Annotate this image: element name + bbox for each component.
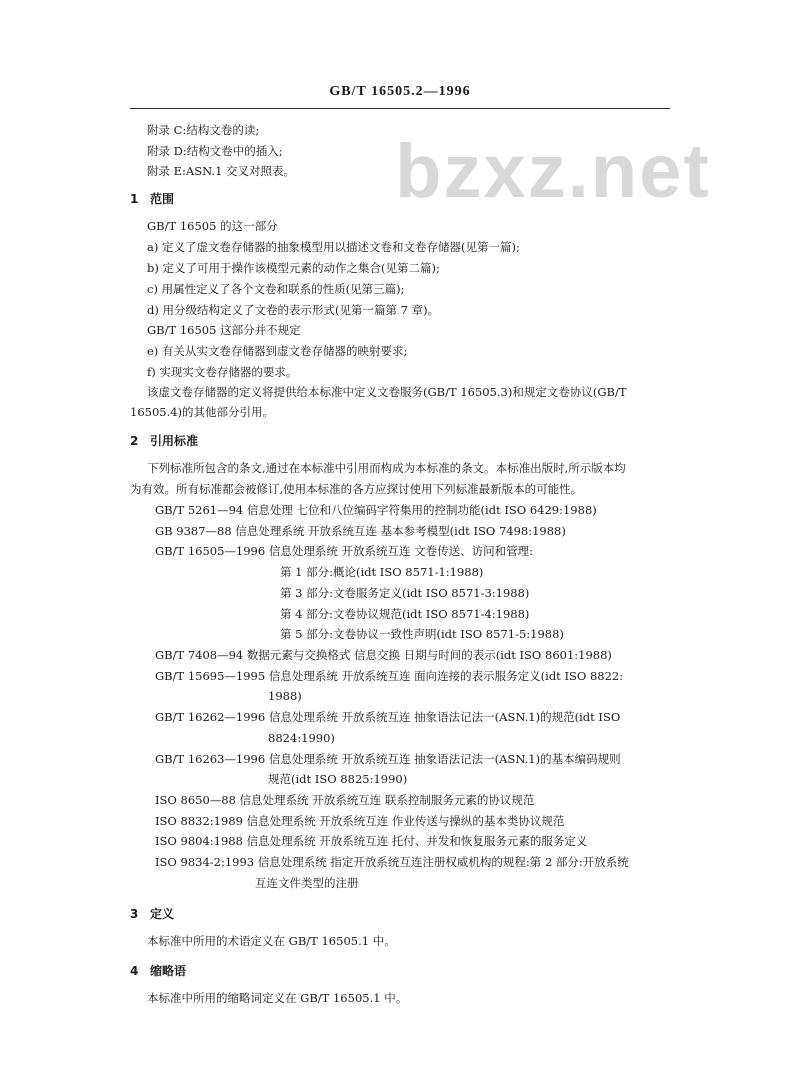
reference-subline: 第 1 部分:概论(idt ISO 8571-1:1988) [280,565,484,579]
reference-continuation: 规范(idt ISO 8825:1990) [268,772,408,786]
body-line: GB/T 16505 这部分并不规定 [147,323,301,337]
reference-line: GB 9387—88 信息处理系统 开放系统互连 基本参考模型(idt ISO 7498:1988) [155,524,566,538]
reference-subline: 第 3 部分:文卷服务定义(idt ISO 8571-3:1988) [280,586,530,600]
body-line: d) 用分级结构定义了文卷的表示形式(见第一篇第 7 章)。 [147,303,440,317]
section-heading [130,906,174,922]
appendix-line: 附录 D:结构文卷中的插入; [147,144,283,158]
reference-subline: 第 5 部分:文卷协议一致性声明(idt ISO 8571-5:1988) [280,627,564,641]
section-heading [130,963,186,979]
section-title: 定义 [150,907,175,921]
section-number: 1 [130,192,139,206]
section-number: 3 [130,907,139,921]
body-line: 本标准中所用的缩略词定义在 GB/T 16505.1 中。 [147,991,408,1005]
section-title: 引用标准 [150,434,199,448]
watermark: bzxz.net [395,129,711,214]
reference-continuation: 互连文件类型的注册 [255,876,359,890]
body-line: e) 有关从实文卷存储器到虚文卷存储器的映射要求; [147,344,408,358]
reference-line: ISO 9834-2:1993 信息处理系统 指定开放系统互连注册权威机构的规程:第 2 部分:开放系统 [155,855,629,869]
header-rule [130,108,670,109]
body-line: 16505.4)的其他部分引用。 [130,405,275,419]
reference-line: GB/T 16262—1996 信息处理系统 开放系统互连 抽象语法记法一(ASN.1)的规范(idt ISO [155,710,621,724]
reference-line: GB/T 5261—94 信息处理 七位和八位编码字符集用的控制功能(idt ISO 6429:1988) [155,503,597,517]
appendix-line: 附录 E:ASN.1 交叉对照表。 [147,164,296,178]
reference-continuation: 8824:1990) [268,731,335,745]
reference-line: GB/T 16505—1996 信息处理系统 开放系统互连 文卷传送、访问和管理: [155,544,534,558]
reference-subline: 第 4 部分:文卷协议规范(idt ISO 8571-4:1988) [280,607,530,621]
section-title: 缩略语 [150,964,187,978]
page-header: GB/T 16505.2—1996 [329,84,471,99]
reference-continuation: 1988) [268,689,302,703]
body-line: c) 用属性定义了各个文卷和联系的性质(见第三篇); [147,282,405,296]
reference-line: ISO 9804:1988 信息处理系统 开放系统互连 托付、并发和恢复服务元素的服务定义 [155,834,588,848]
section-heading [130,191,174,207]
reference-line: ISO 8650—88 信息处理系统 开放系统互连 联系控制服务元素的协议规范 [155,793,535,807]
section-number: 4 [130,964,139,978]
body-line: 为有效。所有标准都会被修订,使用本标准的各方应探讨使用下列标准最新版本的可能性。 [130,482,583,496]
body-line: b) 定义了可用于操作该模型元素的动作之集合(见第二篇); [147,261,440,275]
reference-line: GB/T 15695—1995 信息处理系统 开放系统互连 面向连接的表示服务定义(idt ISO 8822: [155,669,624,683]
appendix-line: 附录 C:结构文卷的读; [147,123,260,137]
reference-line: GB/T 7408—94 数据元素与交换格式 信息交换 日期与时间的表示(idt ISO 8601:1988) [155,648,612,662]
body-line: 下列标准所包含的条文,通过在本标准中引用而构成为本标准的条文。本标准出版时,所示版本均 [147,461,626,475]
section-number: 2 [130,434,139,448]
reference-line: ISO 8832:1989 信息处理系统 开放系统互连 作业传送与操纵的基本类协议规范 [155,814,565,828]
body-line: f) 实现实文卷存储器的要求。 [147,365,298,379]
body-line: a) 定义了虚文卷存储器的抽象模型用以描述文卷和文卷存储器(见第一篇); [147,240,520,254]
body-line: 本标准中所用的术语定义在 GB/T 16505.1 中。 [147,934,396,948]
body-line: 该虚文卷存储器的定义将提供给本标准中定义文卷服务(GB/T 16505.3)和规定文卷协议(GB/T [147,385,627,399]
reference-line: GB/T 16263—1996 信息处理系统 开放系统互连 抽象语法记法一(ASN.1)的基本编码规则 [155,752,621,766]
section-title: 范围 [150,192,175,206]
section-heading [130,433,198,449]
body-line: GB/T 16505 的这一部分 [147,219,278,233]
